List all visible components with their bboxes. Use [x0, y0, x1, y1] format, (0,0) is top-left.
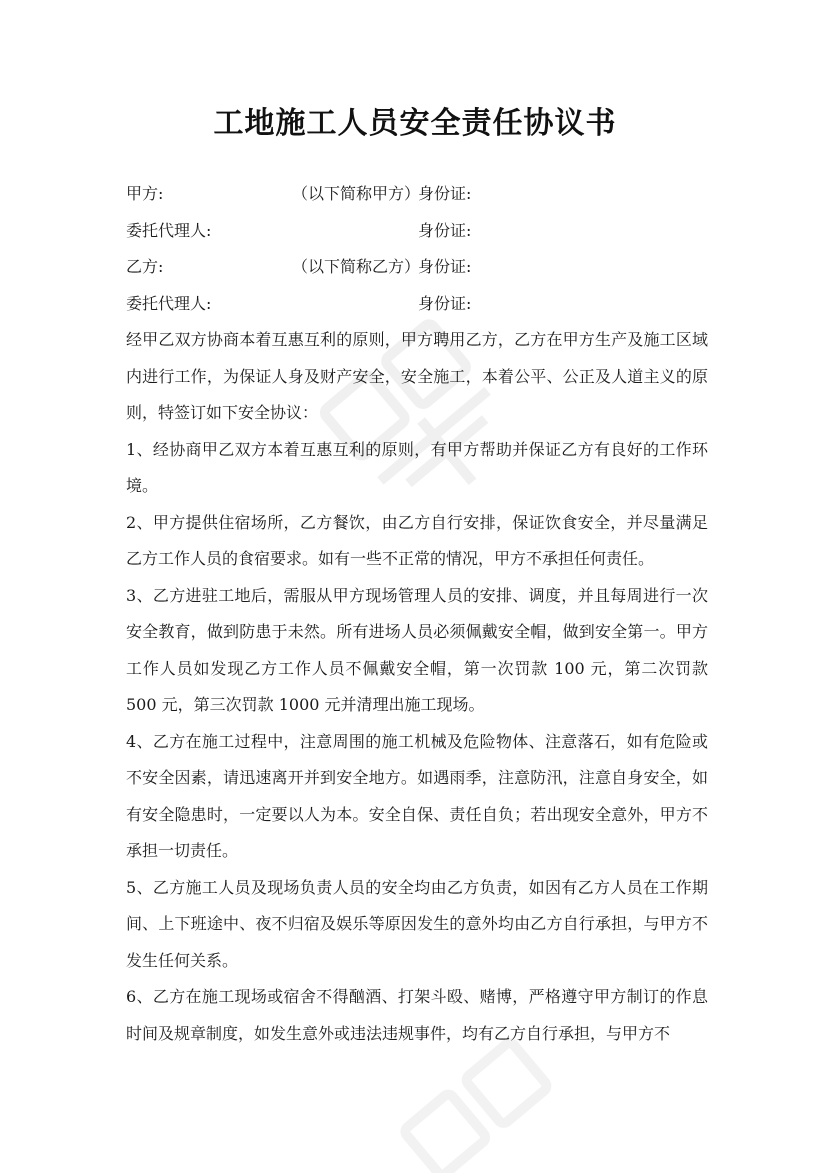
- clause-5: 5、乙方施工人员及现场负责人员的安全均由乙方负责，如因有乙方人员在工作期间、上下班途中、夜不归宿及娱乐等原因发生的意外均由乙方自行承担，与甲方不发生任何关系。: [126, 877, 708, 970]
- party-b-id-label: 身份证:: [418, 257, 472, 276]
- clause-2: 2、甲方提供住宿场所，乙方餐饮，由乙方自行安排，保证饮食安全，并尽量满足乙方工作人员的食宿要求。如有一些不正常的情况，甲方不承担任何责任。: [126, 512, 708, 568]
- party-b-line: [126, 249, 708, 286]
- party-a-line: [126, 176, 708, 213]
- clause-3: 3、乙方进驻工地后，需服从甲方现场管理人员的安排、调度，并且每周进行一次安全教育，做到防患于未然。所有进场人员必须佩戴安全帽，做到安全第一。甲方工作人员如发现乙方工作人员不佩戴安全帽，第一次罚款 100 元，第二次罚款 500 元，第三次罚款 1000 元并清理出施工现场。: [126, 585, 708, 714]
- party-b-abbr: （以下简称乙方）: [292, 257, 421, 276]
- party-a-id-label: 身份证:: [418, 184, 472, 203]
- party-b-agent-id-label: 身份证:: [418, 293, 472, 313]
- party-a-abbr: （以下简称甲方）: [292, 184, 421, 203]
- clause-4: 4、乙方在施工过程中，注意周围的施工机械及危险物体、注意落石，如有危险或不安全因素，请迅速离开并到安全地方。如遇雨季，注意防汛，注意自身安全，如有安全隐患时，一定要以人为本。安全自保、责任自负；若出现安全意外，甲方不承担一切责任。: [126, 731, 708, 860]
- party-b-agent-label: 委托代理人:: [126, 293, 212, 313]
- document-title: 工地施工人员安全责任协议书: [213, 106, 617, 141]
- party-a-label: 甲方:: [126, 184, 164, 203]
- clause-6: 6、乙方在施工现场或宿舍不得酗酒、打架斗殴、赌博，严格遵守甲方制订的作息时间及规章制度，如发生意外或违法违规事件，均有乙方自行承担，与甲方不: [126, 987, 708, 1043]
- party-a-agent-id-label: 身份证:: [418, 220, 472, 240]
- intro-paragraph: 经甲乙双方协商本着互惠互利的原则，甲方聘用乙方，乙方在甲方生产及施工区域内进行工作，为保证人身及财产安全，安全施工，本着公平、公正及人道主义的原则，特签订如下安全协议：: [126, 330, 708, 422]
- party-a-agent-label: 委托代理人:: [126, 220, 212, 240]
- document-body: [126, 176, 708, 1052]
- party-b-label: 乙方:: [126, 257, 164, 276]
- clause-1: 1、经协商甲乙双方本着互惠互利的原则，有甲方帮助并保证乙方有良好的工作环境。: [126, 439, 708, 495]
- party-a-agent-line: [126, 213, 708, 250]
- party-b-agent-line: [126, 286, 708, 323]
